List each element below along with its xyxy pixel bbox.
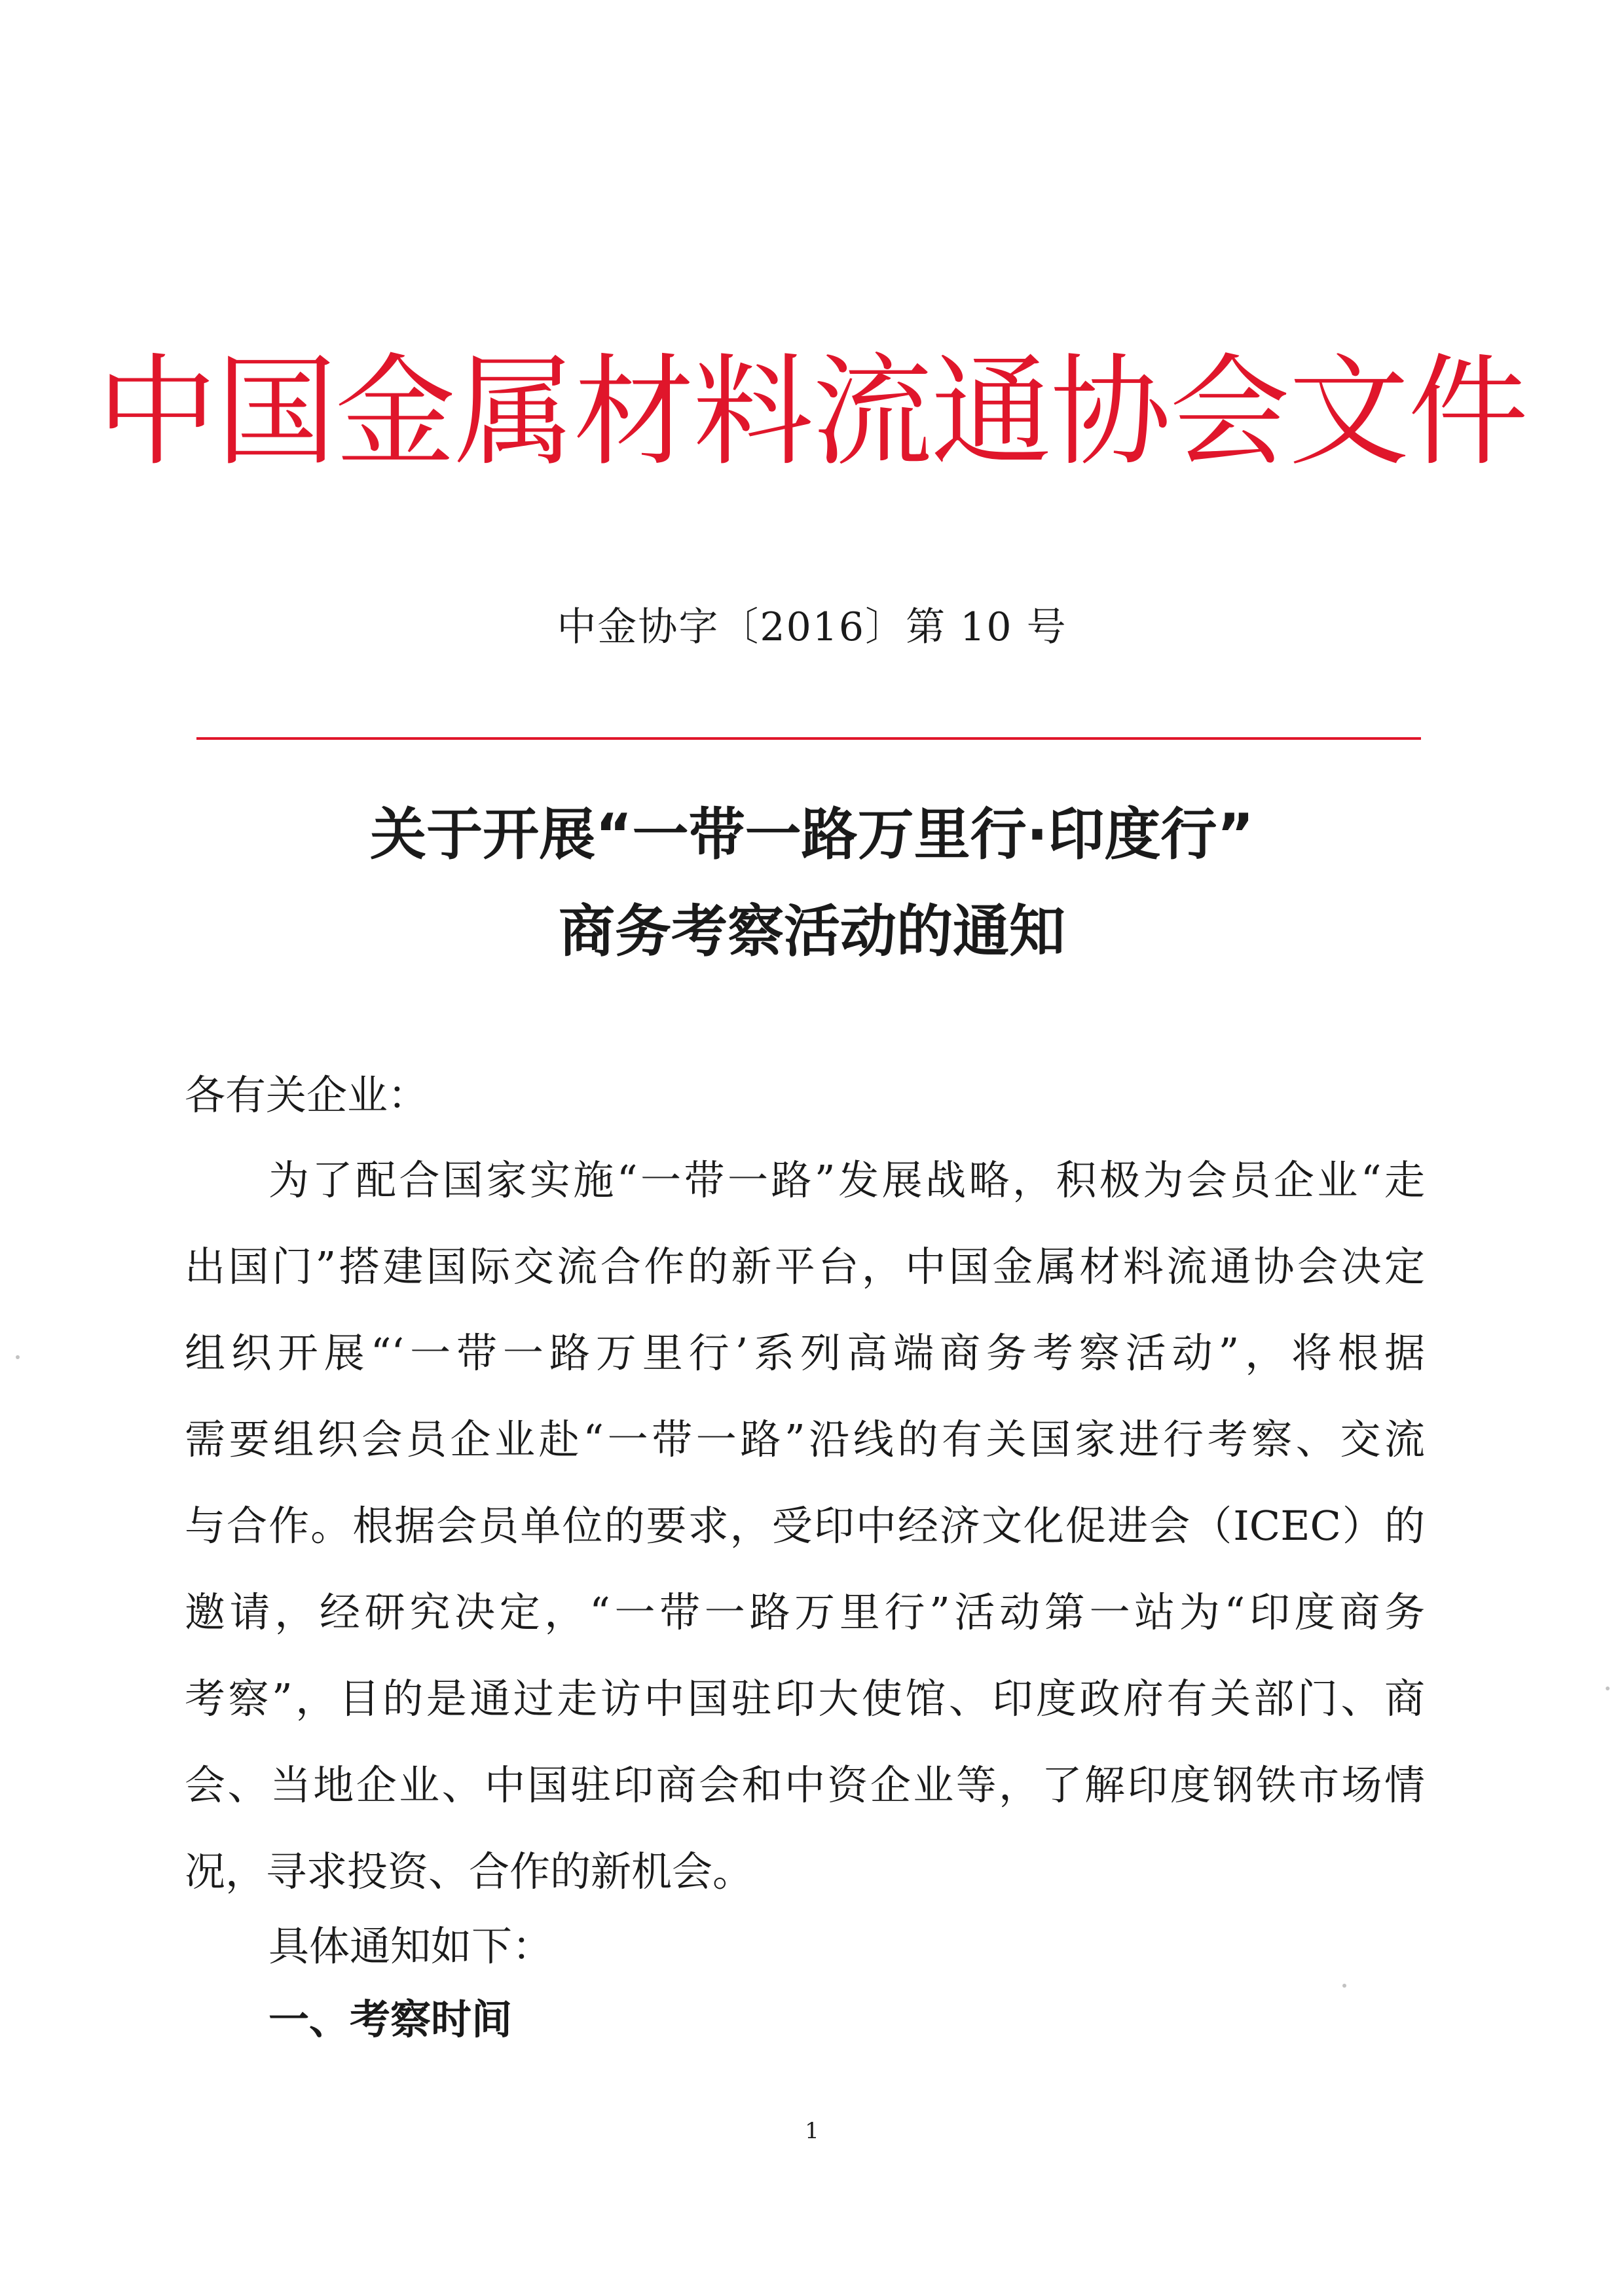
- document-number: 中金协字〔2016〕第 10 号: [557, 604, 1067, 650]
- body-line: 会、当地企业、中国驻印商会和中资企业等，了解印度钢铁市场情: [185, 1761, 1425, 1809]
- body-line: 组织开展“‘一带一路万里行’系列高端商务考察活动”，将根据: [185, 1329, 1425, 1377]
- body-line: 出国门”搭建国际交流合作的新平台，中国金属材料流通协会决定: [185, 1243, 1425, 1290]
- body-line: 与合作。根据会员单位的要求，受印中经济文化促进会（ICEC）的: [185, 1502, 1425, 1550]
- section-heading-1: 一、考察时间: [268, 1995, 513, 2043]
- body-line: 为了配合国家实施“一带一路”发展战略，积极为会员企业“走: [268, 1156, 1425, 1204]
- notice-title-line-1: 关于开展“一带一路万里行·印度行”: [370, 802, 1254, 867]
- notice-title-line-2: 商务考察活动的通知: [559, 899, 1065, 964]
- salutation: 各有关企业：: [185, 1071, 429, 1119]
- letterhead-title: 中国金属材料流通协会文件: [96, 342, 1527, 483]
- body-line: 考察”，目的是通过走访中国驻印大使馆、印度政府有关部门、商: [185, 1675, 1425, 1722]
- body-line: 需要组织会员企业赴“一带一路”沿线的有关国家进行考察、交流: [185, 1415, 1425, 1463]
- scan-speck: [1606, 1686, 1610, 1690]
- body-line: 况，寻求投资、合作的新机会。: [185, 1848, 754, 1895]
- scan-speck: [16, 1355, 20, 1359]
- body-line: 邀请，经研究决定，“一带一路万里行”活动第一站为“印度商务: [185, 1588, 1425, 1636]
- body-paragraph-2: 具体通知如下：: [268, 1922, 553, 1970]
- red-divider-line: [196, 737, 1421, 740]
- page-number: 1: [805, 2118, 819, 2144]
- scan-speck: [1342, 1984, 1346, 1988]
